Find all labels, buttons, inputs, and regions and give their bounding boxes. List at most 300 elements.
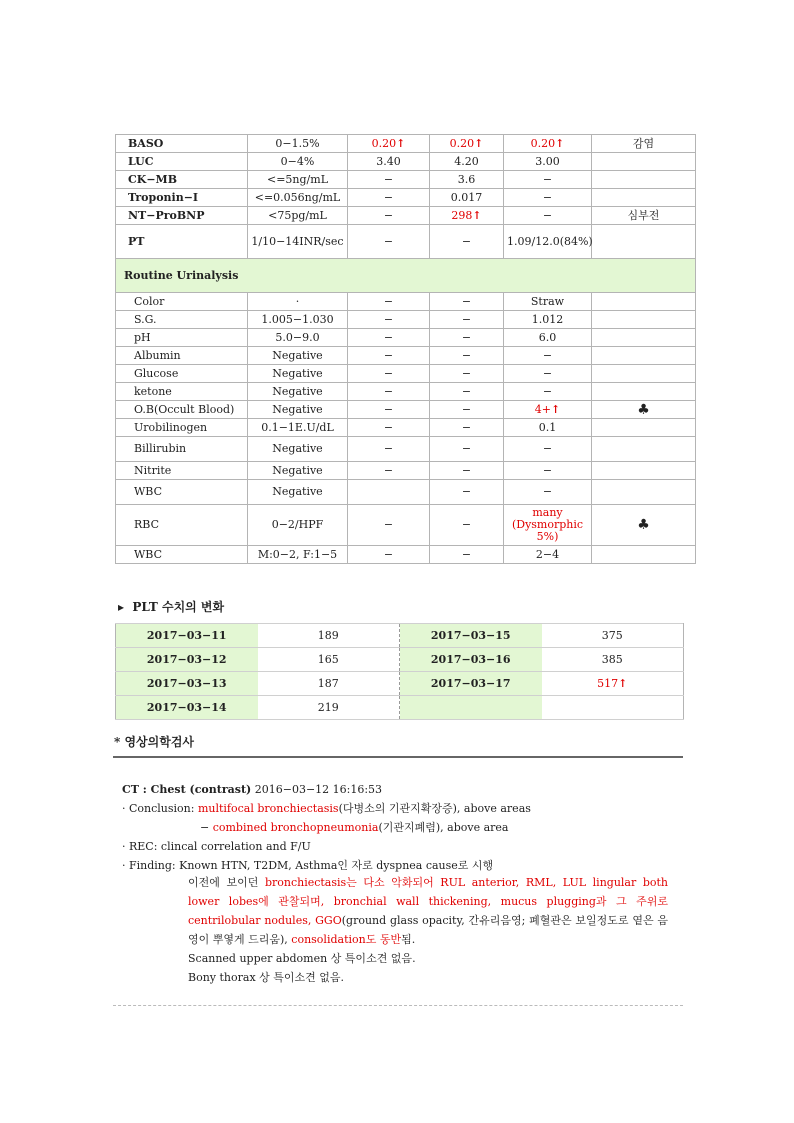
result-2 [430, 207, 504, 225]
result-1 [348, 437, 430, 462]
note [592, 347, 696, 365]
result-3 [504, 419, 592, 437]
result-3-text: 2−4 [535, 547, 560, 561]
result-3 [504, 546, 592, 564]
note [592, 546, 696, 564]
plt-value [542, 624, 684, 648]
test-name-text: NT−ProBNP [128, 208, 205, 222]
test-name-text: RBC [134, 518, 159, 531]
table-row [116, 401, 696, 419]
result-3 [504, 311, 592, 329]
plt-body [116, 624, 684, 720]
conclusion-rest: (다병소의 기관지확장증), above areas [338, 802, 531, 815]
up-arrow-icon: ↑ [472, 208, 482, 222]
result-2-text: − [461, 312, 472, 326]
test-name [116, 207, 248, 225]
result-3 [504, 365, 592, 383]
rec-line: · REC: clincal correlation and F/U [122, 840, 311, 853]
reference-range [248, 153, 348, 171]
plt-heading [118, 598, 224, 615]
result-1 [348, 189, 430, 207]
test-name [116, 462, 248, 480]
result-1-text: − [383, 190, 394, 204]
table-row [116, 189, 696, 207]
imaging-heading: * 영상의학검사 [114, 735, 195, 749]
result-1-text: − [383, 348, 394, 362]
reference-range-text: Negative [272, 442, 323, 455]
reference-range-text: 0.1−1E.U/dL [261, 420, 334, 434]
result-1-text: − [383, 402, 394, 416]
result-3 [504, 329, 592, 347]
result-3-text: − [542, 172, 553, 186]
reference-range-text: Negative [272, 384, 323, 398]
plt-date [116, 624, 258, 648]
table-row [116, 293, 696, 311]
plt-row [116, 696, 684, 720]
reference-range-text: Negative [272, 348, 323, 362]
result-1 [348, 401, 430, 419]
test-name [116, 189, 248, 207]
result-2 [430, 505, 504, 546]
result-1 [348, 311, 430, 329]
test-name-text: LUC [128, 154, 154, 168]
result-3-text: − [542, 366, 553, 380]
result-2 [430, 437, 504, 462]
plt-value-text: 187 [317, 677, 339, 690]
result-2 [430, 135, 504, 153]
reference-range [248, 437, 348, 462]
test-name [116, 293, 248, 311]
result-1-text: − [383, 312, 394, 326]
plt-date-text: 2017−03−17 [430, 677, 511, 690]
test-name [116, 480, 248, 505]
test-name [116, 419, 248, 437]
table-row [116, 505, 696, 546]
test-name [116, 401, 248, 419]
note [592, 153, 696, 171]
table-row [116, 207, 696, 225]
conclusion2-red: combined bronchopneumonia [212, 821, 379, 834]
note [592, 383, 696, 401]
ct-report [122, 780, 531, 875]
reference-range [248, 293, 348, 311]
result-1-text: − [383, 518, 394, 531]
reference-range-text: Negative [272, 366, 323, 380]
result-1-text: − [383, 420, 394, 434]
test-name-text: WBC [134, 547, 163, 561]
result-2 [430, 365, 504, 383]
test-name-text: Color [134, 294, 165, 308]
result-1 [348, 365, 430, 383]
reference-range [248, 135, 348, 153]
plt-date [400, 696, 542, 720]
result-2 [430, 419, 504, 437]
reference-range-text: <=5ng/mL [267, 172, 328, 186]
table-row [116, 311, 696, 329]
result-1 [348, 329, 430, 347]
result-1-text: 3.40 [376, 154, 401, 168]
reference-range-text: Negative [272, 463, 323, 477]
bony-line: Bony thorax 상 특이소견 없음. [188, 971, 345, 984]
footer-divider [113, 1005, 683, 1006]
plt-row [116, 624, 684, 648]
test-name-text: BASO [128, 136, 164, 150]
result-3-text: − [542, 190, 553, 204]
result-3-text: 6.0 [538, 330, 557, 344]
note [592, 462, 696, 480]
note [592, 311, 696, 329]
club-icon [592, 505, 696, 546]
result-1-text: − [383, 384, 394, 398]
result-3 [504, 135, 592, 153]
result-2-text: 0.20 [449, 136, 475, 150]
finding-part-3: (ground glass opacity, 간유리음영; 폐혈관은 보일정도로 옅은 음영이 뿌옇게 드리움), [188, 914, 669, 946]
test-name [116, 135, 248, 153]
table-row [116, 419, 696, 437]
reference-range-text: Negative [272, 485, 323, 498]
note [592, 135, 696, 153]
result-2 [430, 225, 504, 259]
conclusion-red: multifocal bronchiectasis [197, 802, 339, 815]
result-3 [504, 383, 592, 401]
test-name-text: O.B(Occult Blood) [134, 402, 235, 416]
test-name [116, 347, 248, 365]
test-name [116, 311, 248, 329]
lab-results-table [115, 134, 696, 564]
reference-range [248, 207, 348, 225]
result-2-text: − [461, 463, 472, 477]
result-3 [504, 153, 592, 171]
plt-row [116, 672, 684, 696]
finding-part-1: 이전에 보이던 [188, 876, 265, 889]
reference-range-text: 1.005−1.030 [261, 312, 334, 326]
note [592, 225, 696, 259]
plt-value [258, 624, 400, 648]
finding-paragraph [188, 873, 668, 949]
result-2 [430, 347, 504, 365]
result-2 [430, 383, 504, 401]
reference-range-text: 0−4% [280, 154, 315, 168]
result-3 [504, 462, 592, 480]
result-2 [430, 171, 504, 189]
result-3-text: many (Dysmorphic 5%) [511, 506, 584, 543]
result-2-text: − [461, 485, 472, 498]
result-1-text: − [383, 172, 394, 186]
result-1 [348, 347, 430, 365]
reference-range-text: · [295, 294, 300, 308]
test-name-text: Troponin−I [128, 190, 199, 204]
result-2-text: − [461, 330, 472, 344]
result-2 [430, 153, 504, 171]
result-2-text: − [461, 402, 472, 416]
up-arrow-icon: ↑ [555, 136, 565, 150]
note [592, 189, 696, 207]
plt-value-text: 517 [597, 677, 619, 690]
plt-value [258, 696, 400, 720]
result-2 [430, 546, 504, 564]
finding-part-5: 됨. [401, 933, 416, 946]
reference-range [248, 347, 348, 365]
result-3-text: 3.00 [535, 154, 560, 168]
result-3-text: − [542, 348, 553, 362]
finding-part-4: consolidation도 동반 [291, 933, 402, 946]
plt-value [542, 648, 684, 672]
plt-date [400, 648, 542, 672]
table-row [116, 546, 696, 564]
result-2 [430, 293, 504, 311]
result-2-text: − [461, 234, 472, 248]
result-1-text: 0.20 [371, 136, 397, 150]
ct-label: CT : Chest (contrast) [122, 783, 252, 796]
note-text: 감염 [632, 136, 655, 150]
conclusion2-rest: (기관지폐렴), above area [378, 821, 509, 834]
test-name-text: Billirubin [134, 442, 187, 455]
reference-range-text: <75pg/mL [268, 208, 327, 222]
imaging-divider [113, 756, 683, 758]
test-name [116, 437, 248, 462]
result-1 [348, 207, 430, 225]
result-3 [504, 437, 592, 462]
table-row [116, 383, 696, 401]
result-1 [348, 480, 430, 505]
result-3 [504, 225, 592, 259]
result-2-text: − [461, 294, 472, 308]
reference-range-text: <=0.056ng/mL [254, 190, 341, 204]
table-row [116, 437, 696, 462]
reference-range [248, 171, 348, 189]
note [592, 480, 696, 505]
reference-range [248, 225, 348, 259]
result-3-text: − [542, 463, 553, 477]
result-1 [348, 505, 430, 546]
test-name-text: PT [128, 234, 145, 248]
test-name [116, 225, 248, 259]
result-3 [504, 505, 592, 546]
reference-range [248, 365, 348, 383]
plt-date [400, 672, 542, 696]
plt-value-text: 165 [317, 653, 339, 666]
table-row [116, 462, 696, 480]
finding-part-2: bronchiectasis는 다소 악화되어 RUL anterior, RML, LUL lingular both lower lobes에 관찰되며, bronchial wall thickening, mucus plugging과 그 주위로 centrilobular nodules, GGO [188, 876, 668, 927]
reference-range [248, 480, 348, 505]
reference-range-text: 0−1.5% [275, 136, 320, 150]
note-text: 심부전 [627, 208, 660, 222]
ct-header [122, 780, 531, 799]
reference-range-text: 0−2/HPF [271, 518, 324, 531]
result-1 [348, 293, 430, 311]
conclusion-label: · Conclusion: [122, 802, 198, 815]
test-name-text: ketone [134, 384, 172, 398]
lab-results-body [116, 135, 696, 564]
plt-date [116, 648, 258, 672]
up-arrow-icon: ↑ [551, 402, 561, 416]
urinalysis-title: Routine Urinalysis [116, 259, 696, 293]
result-2-text: − [461, 518, 472, 531]
table-row [116, 153, 696, 171]
test-name [116, 329, 248, 347]
finding-line: · Finding: Known HTN, T2DM, Asthma인 자로 dyspnea cause로 시행 [122, 859, 494, 872]
result-2-text: − [461, 348, 472, 362]
result-1-text: − [383, 208, 394, 222]
reference-range [248, 546, 348, 564]
note [592, 329, 696, 347]
conclusion2-dash: − [200, 821, 213, 834]
test-name-text: Glucose [134, 366, 179, 380]
test-name-text: Urobilinogen [134, 420, 208, 434]
note-text: ♣ [637, 401, 650, 418]
reference-range [248, 401, 348, 419]
reference-range [248, 505, 348, 546]
result-3-text: 0.1 [538, 420, 557, 434]
result-3-text: 0.20 [530, 136, 556, 150]
plt-date-text: 2017−03−13 [146, 677, 227, 690]
table-row [116, 171, 696, 189]
club-icon [592, 401, 696, 419]
result-1-text: − [383, 330, 394, 344]
result-2 [430, 329, 504, 347]
reference-range [248, 419, 348, 437]
table-row [116, 225, 696, 259]
reference-range-text: 1/10−14INR/sec [251, 234, 344, 248]
up-arrow-icon: ↑ [474, 136, 484, 150]
result-1-text: − [383, 366, 394, 380]
result-2-text: − [461, 420, 472, 434]
test-name [116, 171, 248, 189]
result-3-text: Straw [530, 294, 565, 308]
result-1 [348, 546, 430, 564]
test-name-text: S.G. [134, 312, 157, 326]
conclusion-line [122, 799, 531, 818]
result-3 [504, 207, 592, 225]
result-2-text: − [461, 366, 472, 380]
result-2-text: − [461, 384, 472, 398]
plt-date [116, 672, 258, 696]
plt-date-text: 2017−03−15 [430, 629, 511, 642]
test-name [116, 546, 248, 564]
result-1 [348, 383, 430, 401]
result-3 [504, 401, 592, 419]
result-1-text: − [383, 294, 394, 308]
reference-range [248, 383, 348, 401]
up-arrow-icon: ↑ [618, 677, 628, 690]
result-2-text: − [461, 547, 472, 561]
plt-row [116, 648, 684, 672]
reference-range [248, 189, 348, 207]
test-name-text: Nitrite [134, 463, 172, 477]
note [592, 293, 696, 311]
reference-range-text: 5.0−9.0 [275, 330, 320, 344]
note [592, 419, 696, 437]
result-2-text: 0.017 [450, 190, 483, 204]
result-2 [430, 480, 504, 505]
plt-value-text: 375 [601, 629, 623, 642]
urinalysis-section-row [116, 259, 696, 293]
result-2-text: − [461, 442, 472, 455]
result-1-text: − [383, 442, 394, 455]
result-3-text: 4+ [534, 402, 551, 416]
plt-value-text: 385 [601, 653, 623, 666]
plt-date [116, 696, 258, 720]
result-1-text: − [383, 463, 394, 477]
note [592, 365, 696, 383]
result-2 [430, 189, 504, 207]
conclusion-line-2 [122, 818, 531, 837]
finding-body [188, 873, 668, 987]
result-2 [430, 311, 504, 329]
result-3-text: − [542, 208, 553, 222]
plt-value [258, 648, 400, 672]
test-name-text: pH [134, 330, 151, 344]
up-arrow-icon: ↑ [396, 136, 406, 150]
reference-range-text: Negative [272, 402, 323, 416]
reference-range [248, 311, 348, 329]
result-3 [504, 189, 592, 207]
plt-date-text: 2017−03−12 [146, 653, 227, 666]
result-2-text: 3.6 [457, 172, 476, 186]
ct-datetime: 2016−03−12 16:16:53 [254, 783, 383, 796]
result-2 [430, 462, 504, 480]
note-text: ♣ [637, 517, 650, 533]
test-name-text: WBC [134, 485, 163, 498]
table-row [116, 480, 696, 505]
reference-range [248, 462, 348, 480]
plt-value-text: 189 [317, 629, 339, 642]
result-3-text: − [542, 485, 553, 498]
note [592, 171, 696, 189]
result-1-text: − [383, 547, 394, 561]
plt-date [400, 624, 542, 648]
test-name [116, 365, 248, 383]
plt-date-text: 2017−03−11 [146, 629, 227, 642]
table-row [116, 365, 696, 383]
result-1 [348, 153, 430, 171]
plt-title: PLT 수치의 변화 [132, 600, 225, 614]
plt-value [542, 696, 684, 720]
reference-range-text: M:0−2, F:1−5 [257, 547, 338, 561]
plt-value [542, 672, 684, 696]
reference-range [248, 329, 348, 347]
test-name [116, 505, 248, 546]
scanned-line: Scanned upper abdomen 상 특이소견 없음. [188, 952, 416, 965]
plt-date-text: 2017−03−16 [430, 653, 511, 666]
result-2-text: 4.20 [454, 154, 479, 168]
plt-date-text: 2017−03−14 [146, 701, 227, 714]
plt-table [115, 623, 684, 720]
table-row [116, 347, 696, 365]
result-2-text: 298 [451, 208, 473, 222]
test-name [116, 153, 248, 171]
result-1 [348, 462, 430, 480]
result-3-text: − [542, 442, 553, 455]
result-3 [504, 480, 592, 505]
test-name-text: CK−MB [128, 172, 178, 186]
result-3-text: 1.09/12.0(84%) [507, 234, 593, 248]
result-1-text: − [383, 234, 394, 248]
test-name-text: Albumin [134, 348, 181, 362]
plt-value-text: 219 [317, 701, 339, 714]
result-3-text: − [542, 384, 553, 398]
result-3-text: 1.012 [531, 312, 564, 326]
plt-value [258, 672, 400, 696]
result-1 [348, 135, 430, 153]
result-1 [348, 225, 430, 259]
result-3 [504, 293, 592, 311]
note [592, 437, 696, 462]
table-row [116, 135, 696, 153]
result-3 [504, 171, 592, 189]
result-1 [348, 171, 430, 189]
table-row [116, 329, 696, 347]
